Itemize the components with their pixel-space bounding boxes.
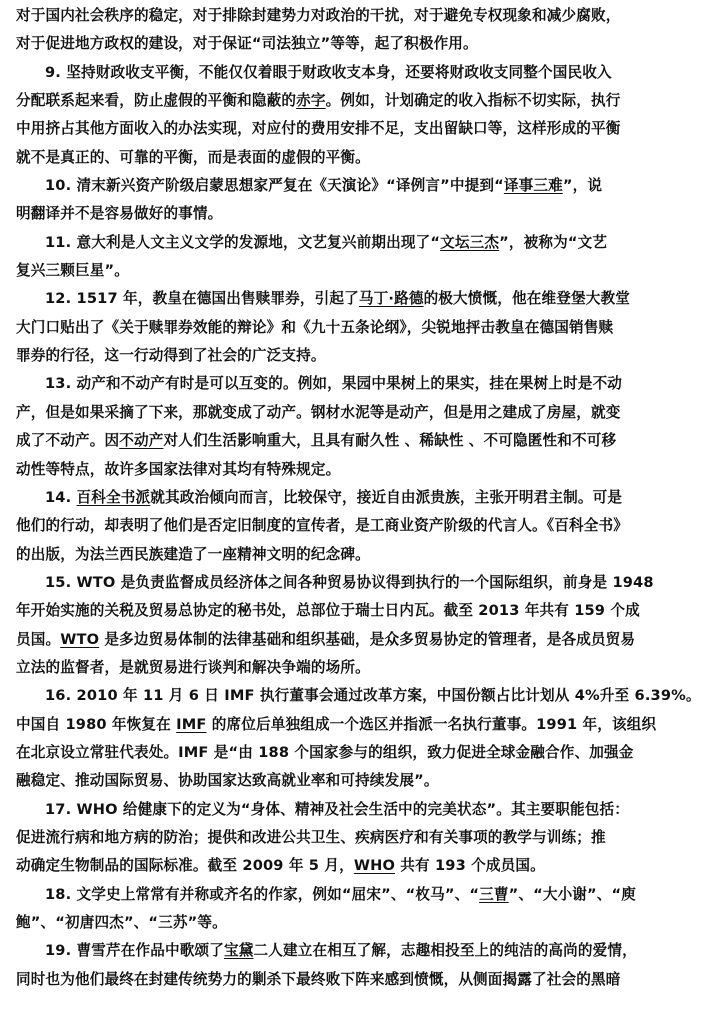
text-run: 二人建立在相互了解，志趣相投至上的纯洁的高尚的爱情， [253, 942, 637, 960]
text-run: 罪券的行径，这一行动得到了社会的广泛支持。 [16, 347, 326, 365]
text-line [16, 937, 637, 965]
text-line [16, 767, 634, 795]
text-run: 融稳定、推动国际贸易、协助国家达致高就业率和可持续发展”。 [16, 772, 439, 790]
text-line [16, 172, 634, 200]
text-run: 的出版，为法兰西民族建造了一座精神文明的纪念碑。 [16, 545, 370, 563]
text-run: 动确定生物制品的国际标准。截至 2009 年 5 月， [16, 857, 354, 875]
text-line [16, 597, 640, 625]
text-line [16, 739, 634, 767]
text-run: 分配联系起来看，防止虚假的平衡和隐蔽的 [16, 92, 297, 110]
text-run: 9. 坚持财政收支平衡，不能仅仅着眼于财政收支本身，还要将财政收支同整个国民收入 [45, 63, 612, 81]
text-line [16, 852, 634, 880]
text-run: 成了不动产。因 [16, 432, 120, 450]
text-run: 的极大愤慨，他在维登堡大教堂 [423, 290, 630, 308]
text-line [16, 569, 654, 597]
text-run: 就不是真正的、可靠的平衡，而是表面的虚假的平衡。 [16, 148, 370, 166]
text-run: 对于促进地方政权的建设，对于保证“司法独立”等等，起了积极作用。 [16, 35, 478, 53]
text-run: 中国自 1980 年恢复在 [16, 715, 177, 733]
text-run: 员国。 [16, 630, 61, 648]
text-line [16, 824, 634, 852]
underlined-term: WTO [60, 630, 100, 648]
underlined-term: 文坛三杰 [440, 233, 500, 251]
text-line [16, 796, 634, 824]
text-run: 12. 1517 年，教皇在德国出售赎罪券，引起了 [45, 290, 359, 308]
text-run: 的席位后单独组成一个选区并指派一名执行董事。1991 年，该组织 [206, 715, 657, 733]
text-run: 中用挤占其他方面收入的办法实现，对应付的费用安排不足，支出留缺口等，这样形成的平衡 [16, 120, 621, 138]
text-line [16, 59, 634, 87]
text-run: 10. 清末新兴资产阶级启蒙思想家严复在《天演论》“译例言”中提到“ [45, 177, 504, 195]
text-run: 13. 动产和不动产有时是可以互变的。例如，果园中果树上的果实，挂在果树上时是不动 [45, 375, 623, 393]
underlined-term: 译事三难 [503, 177, 563, 195]
text-line [16, 314, 634, 342]
text-line [16, 654, 634, 682]
text-line [16, 626, 634, 654]
underlined-term: 三曹 [479, 885, 509, 903]
underlined-term: 马丁·路德 [358, 290, 424, 308]
underlined-term: WHO [353, 857, 396, 875]
text-line [16, 484, 634, 512]
text-line [16, 200, 634, 228]
text-line [16, 399, 634, 427]
text-line [16, 881, 637, 909]
text-run: 大门口贴出了《关于赎罪券效能的辩论》和《九十五条论纲》，尖锐地抨击教皇在德国销售赎 [16, 318, 614, 336]
text-line [16, 2, 634, 30]
text-run: 明翻译并不是容易做好的事情。 [16, 205, 223, 223]
underlined-term: IMF [176, 715, 207, 733]
text-run: 鲍”、“初唐四杰”、“三苏”等。 [16, 914, 227, 931]
text-line [16, 229, 634, 257]
text-run: 立法的监督者，是就贸易进行谈判和解决争端的场所。 [16, 658, 370, 676]
text-run: 就其政治倾向而言，比较保守，接近自由派贵族，主张开明君主制。可是 [150, 488, 623, 506]
text-run: ”、“大小谢”、“庾 [508, 885, 637, 903]
text-line [16, 370, 634, 398]
text-run: 同时也为他们最终在封建传统势力的剿杀下最终败下阵来感到愤慨，从侧面揭露了社会的黑暗 [16, 970, 621, 988]
text-line [16, 456, 634, 484]
text-line [16, 285, 634, 313]
text-line [16, 342, 634, 370]
text-line [16, 909, 634, 937]
underlined-term: 宝黛 [223, 942, 254, 960]
underlined-term: 百科全书派 [76, 488, 151, 506]
text-line [16, 512, 634, 540]
text-run: 对于国内社会秩序的稳定，对于排除封建势力对政治的干扰，对于避免专权现象和减少腐败， [16, 7, 621, 24]
text-run: 19. 曹雪芹在作品中歌颂了 [45, 942, 224, 960]
text-run: 。例如，计划确定的收入指标不切实际，执行 [325, 92, 621, 110]
text-line [16, 966, 634, 994]
text-run: 动性等特点，故许多国家法律对其均有特殊规定。 [16, 460, 341, 478]
text-run: 18. 文学史上常常有并称或齐名的作家，例如“屈宋”、“枚马”、“ [45, 885, 480, 903]
text-run: 在北京设立常驻代表处。IMF 是“由 188 个国家参与的组织，致力促进全球金融合作、加强金 [16, 743, 634, 761]
text-run: 复兴三颗巨星”。 [16, 262, 129, 280]
text-run: 11. 意大利是人文主义文学的发源地，文艺复兴前期出现了“ [45, 233, 441, 251]
text-run: 14. [45, 488, 77, 506]
text-run: 17. WHO 给健康下的定义为“身体、精神及社会生活中的完美状态”。其主要职能包括： [45, 800, 629, 818]
text-run: 年开始实施的关税及贸易总协定的秘书处，总部位于瑞士日内瓦。截至 2013 年共有 159 个成 [16, 602, 640, 620]
text-line [16, 427, 634, 455]
text-run: 15. WTO 是负责监督成员经济体之间各种贸易协议得到执行的一个国际组织，前身是 1948 [45, 573, 654, 591]
text-line [16, 87, 634, 115]
text-line [16, 115, 634, 143]
text-line [16, 257, 634, 285]
text-run: ”，被称为“文艺 [499, 233, 608, 251]
text-run: 共有 193 个成员国。 [395, 857, 545, 875]
text-run: 他们的行动，却表明了他们是否定旧制度的宣传者，是工商业资产阶级的代言人。《百科全书》 [16, 517, 628, 535]
text-run: 产，但是如果采摘了下来，那就变成了动产。钢材水泥等是动产，但是用之建成了房屋，就变 [16, 403, 621, 421]
text-line [16, 30, 634, 58]
text-run: 16. 2010 年 11 月 6 日 IMF 执行董事会通过改革方案，中国份额占比计划从 4%升至 6.39%。 [45, 687, 701, 705]
text-line [16, 682, 701, 710]
underlined-term: 赤字 [296, 92, 326, 110]
text-line [16, 711, 657, 739]
text-run: 是多边贸易体制的法律基础和组织基础，是众多贸易协定的管理者，是各成员贸易 [99, 630, 636, 648]
text-run: 促进流行病和地方病的防治；提供和改进公共卫生、疾病医疗和有关事项的教学与训练；推 [16, 828, 606, 846]
underlined-term: 不动产 [119, 432, 164, 450]
text-line [16, 144, 634, 172]
text-line [16, 541, 634, 569]
text-run: 对人们生活影响重大，且具有耐久性 、稀缺性 、不可隐匿性和不可移 [163, 432, 617, 450]
text-run: ”，说 [562, 177, 603, 195]
